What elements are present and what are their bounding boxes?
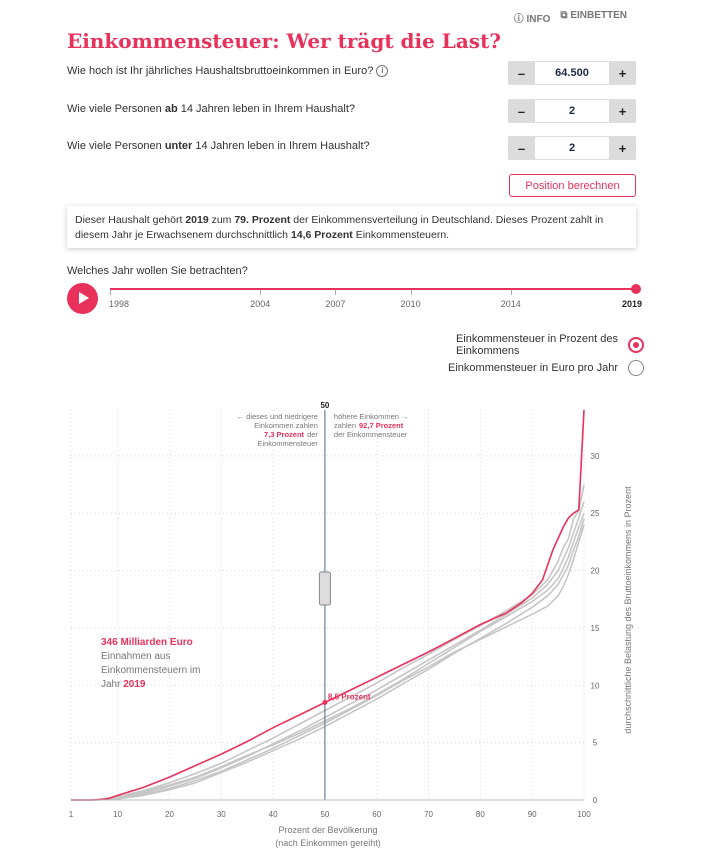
x-axis-label-2: (nach Einkommen gereiht) [275, 838, 381, 848]
marker-point-label: 8,5 Prozent [327, 692, 371, 702]
children-decrement-button[interactable]: – [508, 136, 535, 160]
year-label-2019[interactable]: 2019 [621, 299, 642, 309]
x-tick-label-40: 40 [268, 810, 278, 819]
embed-link[interactable]: ⧉ EINBETTEN [560, 10, 627, 21]
adults-question-bold: ab [164, 103, 178, 115]
y-tick-label-5: 5 [592, 738, 598, 748]
y-axis [591, 452, 600, 805]
marker-right-annotation [334, 412, 409, 439]
children-question-post: 14 Jahren leben in Ihrem Haushalt? [192, 140, 370, 152]
info-icon[interactable]: i [376, 65, 388, 77]
x-tick-label-100: 100 [577, 810, 591, 819]
summary-text-4: Einkommensteuern. [352, 229, 450, 241]
y-tick-label-30: 30 [590, 451, 600, 461]
year-label-2004[interactable]: 2004 [250, 299, 271, 309]
children-question-pre: Wie viele Personen [67, 140, 165, 152]
x-tick-label-50: 50 [320, 810, 330, 819]
marker-drag-handle[interactable] [319, 572, 330, 605]
x-tick-label-70: 70 [424, 810, 433, 819]
revenue-year: 2019 [123, 679, 146, 690]
year-label-2007[interactable]: 2007 [325, 299, 346, 309]
year-label-1998[interactable]: 1998 [109, 299, 130, 309]
marker-right-value: 92,7 Prozent [359, 421, 404, 430]
children-value[interactable]: 2 [535, 136, 609, 160]
adults-value[interactable]: 2 [535, 99, 609, 123]
summary-text-3: der Einkommensverteilung in Deutschland. Dieses Prozent zahlt in diesem Jahr je Erwachsenem durchschnittlich [75, 214, 604, 241]
marker-left-line-1: ← dieses und niedrigere [236, 412, 318, 421]
svg-text:zahlen92,7 Prozent [334, 421, 404, 430]
revenue-year-prefix: Jahr [101, 679, 124, 690]
revenue-line-2: Einkommensteuern im [101, 665, 201, 676]
children-increment-button[interactable]: + [609, 136, 636, 160]
svg-text:7,3 Prozentder [264, 430, 318, 439]
y-axis-label: durchschnittliche Belastung des Bruttoeinkommens in Prozent [623, 486, 633, 734]
marker-right-line-1: höhere Einkommen → [333, 412, 409, 421]
x-tick-label-10: 10 [113, 810, 123, 819]
calculate-position-button[interactable]: Position berechnen [509, 174, 636, 197]
year-label-2010[interactable]: 2010 [400, 299, 421, 309]
adults-decrement-button[interactable]: – [508, 99, 535, 123]
x-tick-label-1: 1 [68, 810, 74, 819]
series-line-E [71, 525, 584, 800]
revenue-line-1: Einnahmen aus [101, 651, 171, 662]
marker-left-line-4: Einkommensteuer [257, 439, 318, 448]
info-link[interactable]: ⓘ INFO [513, 14, 551, 25]
x-tick-label-20: 20 [165, 810, 174, 819]
marker-right-prefix: zahlen [333, 421, 357, 430]
marker-left-line-2: Einkommen zahlen [254, 421, 318, 430]
year-label-2014[interactable]: 2014 [500, 299, 521, 309]
summary-year: 2019 [185, 214, 209, 226]
radio-euro-label: Einkommensteuer in Euro pro Jahr [448, 362, 618, 374]
adults-increment-button[interactable]: + [609, 99, 636, 123]
summary-tax: 14,6 Prozent [290, 229, 353, 241]
year-question: Welches Jahr wollen Sie betrachten? [67, 265, 248, 277]
marker-point [322, 700, 327, 705]
marker-left-suffix: der [307, 430, 318, 439]
x-tick-label-60: 60 [372, 810, 382, 819]
x-axis [69, 800, 591, 819]
income-value[interactable]: 64.500 [535, 61, 609, 85]
summary-percentile: 79. Prozent [234, 214, 291, 226]
x-tick-label-30: 30 [216, 810, 226, 819]
adults-question-pre: Wie viele Personen [67, 103, 165, 115]
marker-right-line-3: der Einkommensteuer [333, 430, 408, 439]
y-tick-label-15: 15 [590, 623, 600, 633]
marker-left-annotation [237, 412, 319, 448]
y-tick-label-0: 0 [592, 796, 598, 805]
marker-top-label: 50 [320, 401, 330, 410]
marker-left-value: 7,3 Prozent [264, 430, 305, 439]
revenue-annotation [101, 637, 200, 690]
children-question-bold: unter [164, 140, 193, 152]
y-tick-label-10: 10 [590, 681, 600, 691]
income-increment-button[interactable]: + [609, 61, 636, 85]
x-tick-label-80: 80 [475, 810, 485, 819]
adults-question-post: 14 Jahren leben in Ihrem Haushalt? [177, 103, 356, 115]
radio-percent-line1: Einkommensteuer in Prozent des [455, 333, 618, 345]
x-axis-label: Prozent der Bevölkerung [278, 825, 378, 835]
revenue-amount: 346 Milliarden Euro [101, 637, 193, 648]
income-question-label: Wie hoch ist Ihr jährliches Haushaltsbruttoeinkommen in Euro? [67, 65, 374, 77]
summary-text-1: Dieser Haushalt gehört [75, 214, 186, 226]
page-title: Einkommensteuer: Wer trägt die Last? [67, 29, 502, 53]
y-tick-label-25: 25 [590, 509, 600, 519]
svg-text:Jahr 2019 [101, 679, 146, 690]
income-decrement-button[interactable]: – [508, 61, 535, 85]
summary-text-2: zum [208, 214, 235, 226]
x-tick-label-90: 90 [527, 810, 537, 819]
y-tick-label-20: 20 [590, 566, 600, 576]
radio-percent-line2: Einkommens [455, 345, 520, 357]
